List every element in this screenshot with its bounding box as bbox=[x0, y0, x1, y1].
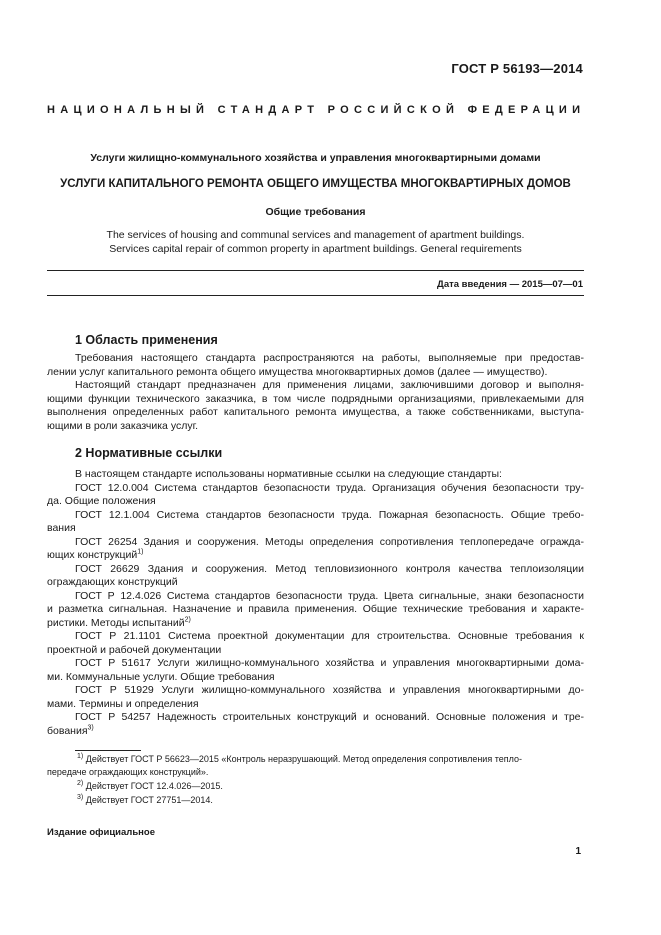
footnote-separator bbox=[75, 750, 141, 751]
footnote-line bbox=[75, 753, 584, 766]
section-1-paragraph-2 bbox=[47, 379, 584, 433]
divider-bottom bbox=[47, 295, 584, 296]
reference-line: ГОСТ Р 12.4.026 Система стандартов безопасности труда. Цвета сигнальные, знаки безопасности bbox=[75, 589, 584, 602]
section-2-heading: 2 Нормативные ссылки bbox=[75, 446, 223, 460]
reference-line: ГОСТ 26629 Здания и сооружения. Метод тепловизионного контроля качества теплоизоляции bbox=[75, 562, 584, 575]
footnote-text: Действует ГОСТ Р 56623—2015 «Контроль неразрушающий. Метод определения сопротивления тепло- bbox=[85, 754, 522, 764]
footnote-2 bbox=[75, 780, 584, 793]
section-2-references bbox=[47, 468, 584, 738]
footnote-number-3: 3) bbox=[77, 794, 84, 801]
reference-line: и разметка сигнальная. Назначение и правила применения. Общие технические требования и характе- bbox=[47, 603, 584, 615]
reference-text: ющих конструкций bbox=[47, 549, 138, 561]
document-title: УСЛУГИ КАПИТАЛЬНОГО РЕМОНТА ОБЩЕГО ИМУЩЕСТВА МНОГОКВАРТИРНЫХ ДОМОВ bbox=[60, 178, 571, 190]
reference-line: ГОСТ 26254 Здания и сооружения. Методы определения сопротивления теплопередаче огражда- bbox=[75, 535, 584, 548]
footnote-3 bbox=[75, 794, 584, 807]
reference-line-with-mark bbox=[47, 725, 584, 739]
page-number: 1 bbox=[575, 846, 581, 857]
reference-line: ГОСТ Р 51617 Услуги жилищно-коммунального хозяйства и управления многоквартирными дома- bbox=[75, 657, 584, 669]
introduction-date: Дата введения — 2015—07—01 bbox=[437, 279, 583, 290]
text-line: выполнения определенных работ капитального ремонта имущества, а также собственниками, выступа- bbox=[47, 406, 584, 418]
reference-line: ГОСТ 12.1.004 Система стандартов безопасности труда. Пожарная безопасность. Общие требо- bbox=[75, 508, 584, 521]
reference-line: вания bbox=[47, 522, 76, 534]
divider-top bbox=[47, 270, 584, 271]
reference-line: ГОСТ 12.0.004 Система стандартов безопасности труда. Организация обучения безопасности тру- bbox=[75, 481, 584, 494]
footnote-mark-1: 1) bbox=[137, 548, 144, 556]
reference-line: ми. Коммунальные услуги. Общие требования bbox=[47, 670, 275, 683]
footnote-1 bbox=[47, 753, 584, 779]
official-edition-label: Издание официальное bbox=[47, 827, 155, 838]
text-line: Настоящий стандарт предназначен для применения лицами, заключившими договор и выполня- bbox=[75, 379, 584, 391]
document-requirements-label: Общие требования bbox=[265, 206, 366, 218]
english-title-line1: The services of housing and communal services and management of apartment buildings. bbox=[106, 229, 525, 241]
reference-line: ограждающих конструкций bbox=[47, 576, 178, 588]
section-1-heading: 1 Область применения bbox=[75, 333, 218, 347]
reference-line-with-mark bbox=[47, 617, 584, 631]
footnote-number-2: 2) bbox=[77, 780, 84, 787]
footnote-line bbox=[75, 794, 584, 807]
gost-number: ГОСТ Р 56193—2014 bbox=[451, 61, 583, 76]
text-line: лении услуг капитального ремонта общего имущества многоквартирных домов (далее — имущество). bbox=[47, 365, 548, 378]
reference-line-with-mark bbox=[47, 549, 584, 563]
text-line: ющими функции технического заказчика, в том числе подрядными организациями, привлекаемыми для bbox=[47, 392, 584, 405]
footnote-text: Действует ГОСТ 27751—2014. bbox=[85, 795, 213, 805]
reference-line: да. Общие положения bbox=[47, 495, 156, 507]
footnote-mark-2: 2) bbox=[184, 616, 191, 623]
footnote-mark-3: 3) bbox=[87, 724, 94, 731]
reference-text: ристики. Методы испытаний bbox=[47, 616, 185, 629]
reference-text: бования bbox=[47, 724, 88, 737]
footnote-line bbox=[75, 780, 584, 793]
reference-line: мами. Термины и определения bbox=[47, 697, 199, 710]
reference-line: ГОСТ Р 54257 Надежность строительных конструкций и оснований. Основные положения и тре- bbox=[75, 711, 584, 723]
national-standard-banner: НАЦИОНАЛЬНЫЙ СТАНДАРТ РОССИЙСКОЙ ФЕДЕРАЦИИ bbox=[47, 104, 586, 116]
reference-line: проектной и рабочей документации bbox=[47, 643, 222, 656]
section-1-paragraph-1 bbox=[47, 352, 584, 379]
reference-line: ГОСТ Р 51929 Услуги жилищно-коммунального хозяйства и управления многоквартирными до- bbox=[75, 684, 584, 696]
text-line: Требования настоящего стандарта распространяются на работы, выполняемые при предостав- bbox=[75, 352, 584, 364]
reference-line: ГОСТ Р 21.1101 Система проектной документации для строительства. Основные требования к bbox=[75, 630, 584, 642]
footnote-text: Действует ГОСТ 12.4.026—2015. bbox=[85, 781, 223, 791]
text-line: ющими в роли заказчика услуг. bbox=[47, 419, 199, 432]
footnote-line: передаче ограждающих конструкций». bbox=[47, 767, 209, 777]
references-intro: В настоящем стандарте использованы нормативные ссылки на следующие стандарты: bbox=[75, 468, 502, 480]
english-title-line2: Services capital repair of common property in apartment buildings. General requirements bbox=[109, 243, 522, 255]
footnote-number-1: 1) bbox=[77, 753, 84, 760]
document-subtitle: Услуги жилищно-коммунального хозяйства и управления многоквартирными домами bbox=[90, 152, 541, 164]
